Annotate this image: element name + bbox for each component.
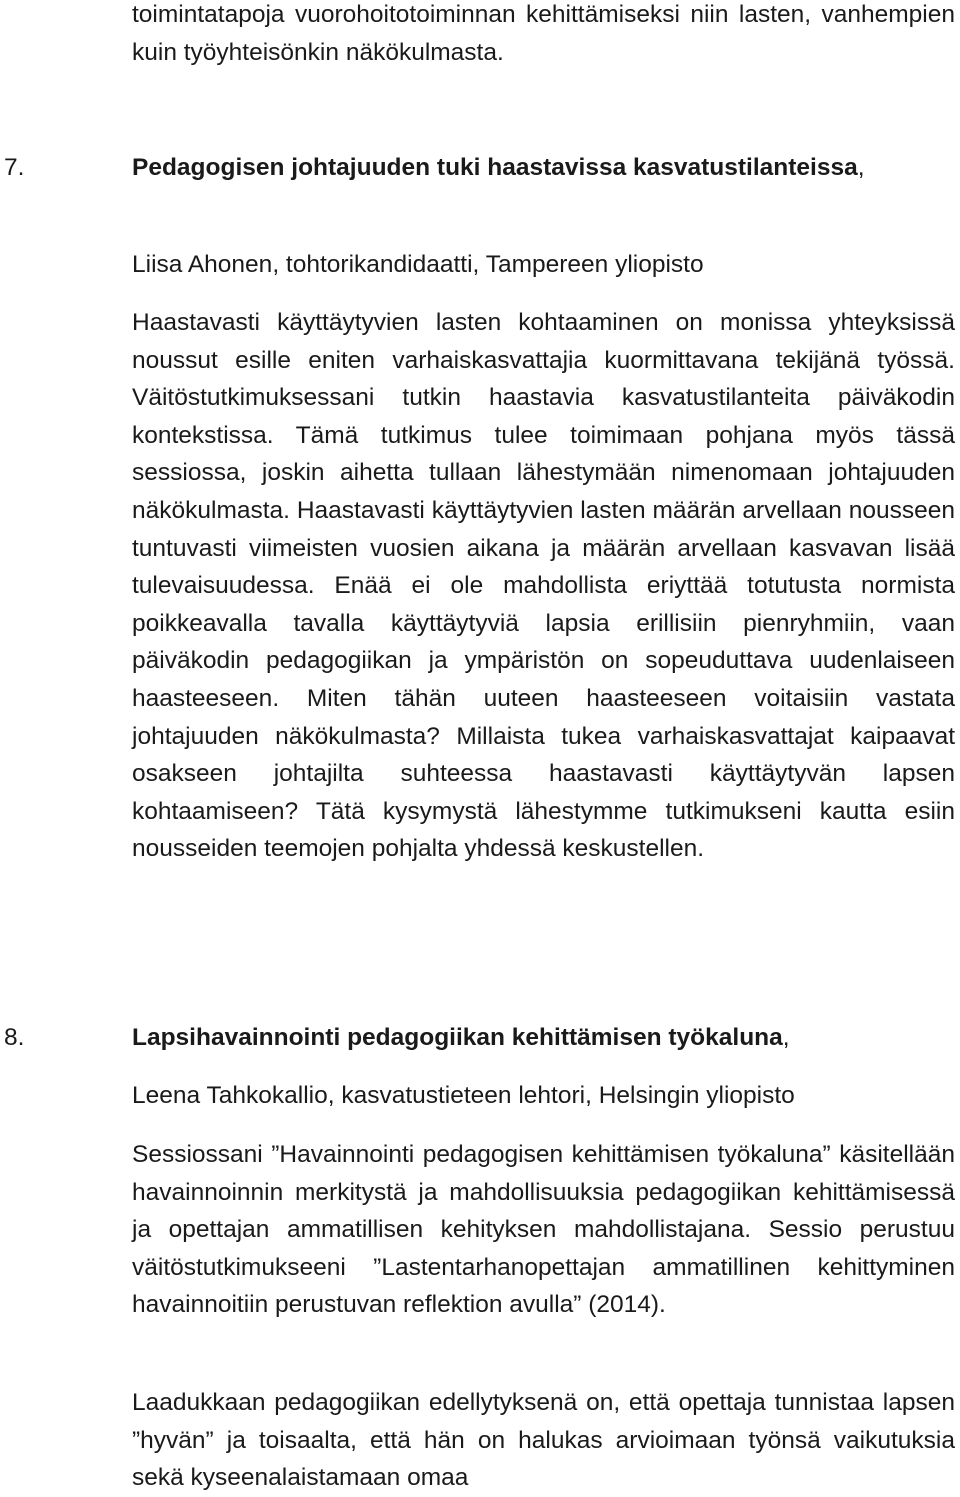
section-8-author: Leena Tahkokallio, kasvatustieteen lehtori, Helsingin yliopisto	[132, 1082, 795, 1109]
section-7-number: 7.	[4, 154, 25, 181]
section-8-title: Lapsihavainnointi pedagogiikan kehittämisen työkaluna	[132, 1024, 783, 1051]
section-7-heading	[132, 149, 955, 187]
section-8-heading	[132, 1019, 955, 1057]
section-7-paragraph: Haastavasti käyttäytyvien lasten kohtaaminen on monissa yhteyksissä noussut esille eniten varhaiskasvattajia kuormittavana tekijänä työssä. Väitöstutkimuksessani tutkin haastavia kasvatustilanteita päiväkodin kontekstissa. Tämä tutkimus tulee toimimaan pohjana myös tässä sessiossa, joskin aihetta tullaan lähestymään nimenomaan johtajuuden näkökulmasta. Haastavasti käyttäytyvien lasten määrän arvellaan nousseen tuntuvasti viimeisten vuosien aikana ja määrän arvellaan kasvavan lisää tulevaisuudessa. Enää ei ole mahdollista eriyttää totutusta normista poikkeavalla tavalla käyttäytyviä lapsia erillisiin pienryhmiin, vaan päiväkodin pedagogiikan ja ympäristön on sopeuduttava uudenlaiseen haasteeseen. Miten tähän uuteen haasteeseen voitaisiin vastata johtajuuden näkökulmasta? Millaista tukea varhaiskasvattajat kaipaavat osakseen johtajilta suhteessa haastavasti käyttäytyvän lapsen kohtaamiseen? Tätä kysymystä lähestymme tutkimukseni kautta esiin nousseiden teemojen pohjalta yhdessä keskustellen.	[132, 309, 955, 863]
section-8-paragraph-1: Sessiossani ”Havainnointi pedagogisen kehittämisen työkaluna” käsitellään havainnoinnin merkitystä ja mahdollisuuksia pedagogiikan kehittämisessä ja opettajan ammatillisen kehityksen mahdollistajana. Sessio perustuu väitöstutkimukseeni ”Lastentarhanopettajan ammatillinen kehittyminen havainnoitiin perustuvan reflektion avulla” (2014).	[132, 1141, 955, 1319]
section-7-author: Liisa Ahonen, tohtorikandidaatti, Tampereen yliopisto	[132, 251, 704, 278]
section-8-title-suffix: ,	[782, 1024, 790, 1051]
section-7-title: Pedagogisen johtajuuden tuki haastavissa kasvatustilanteissa	[132, 154, 858, 181]
section-7-title-suffix: ,	[857, 154, 865, 181]
section-8-paragraph-2: Laadukkaan pedagogiikan edellytyksenä on, että opettaja tunnistaa lapsen ”hyvän” ja toisaalta, että hän on halukas arvioimaan työnsä vaikutuksia sekä kyseenalaistamaan omaa	[132, 1389, 955, 1492]
section-8-number: 8.	[4, 1024, 25, 1051]
intro-paragraph-end: toimintatapoja vuorohoitotoiminnan kehittämiseksi niin lasten, vanhempien kuin työyhteisönkin näkökulmasta.	[132, 1, 955, 66]
